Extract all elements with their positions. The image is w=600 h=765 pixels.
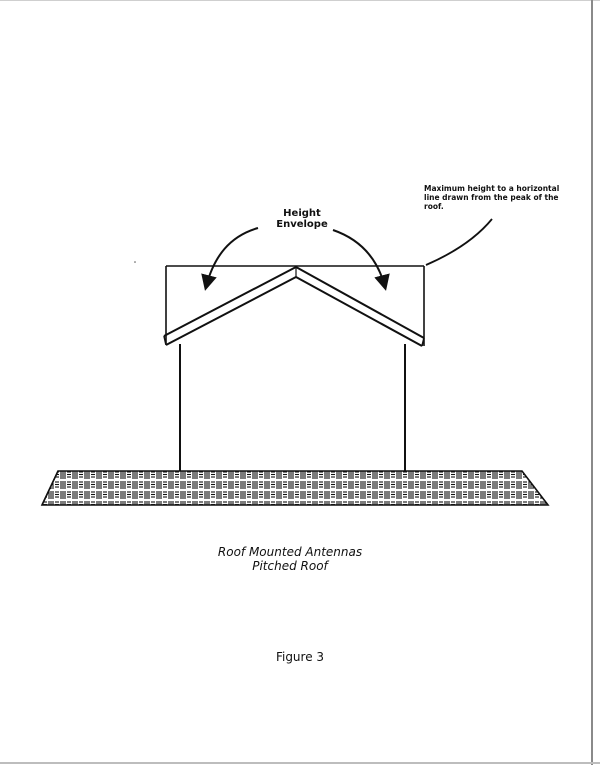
figure-number: Figure 3 <box>275 650 325 664</box>
ground-hatch-pattern <box>42 471 548 505</box>
caption-line1: Roof Mounted Antennas <box>217 545 363 559</box>
height-envelope-label <box>262 208 342 230</box>
note-leader-line <box>426 219 492 265</box>
diagram-caption <box>180 545 400 573</box>
pitched-roof <box>164 267 424 346</box>
curved-arrow-icon <box>206 228 258 287</box>
maximum-height-note: Maximum height to a horizontal line drawn from the peak of the roof. <box>424 184 560 211</box>
height-envelope-label-line2: Envelope <box>276 219 328 230</box>
house-walls <box>180 344 405 471</box>
curved-arrow-icon <box>333 230 385 287</box>
caption-line2: Pitched Roof <box>252 559 328 573</box>
height-envelope-label-line1: Height <box>283 208 321 219</box>
